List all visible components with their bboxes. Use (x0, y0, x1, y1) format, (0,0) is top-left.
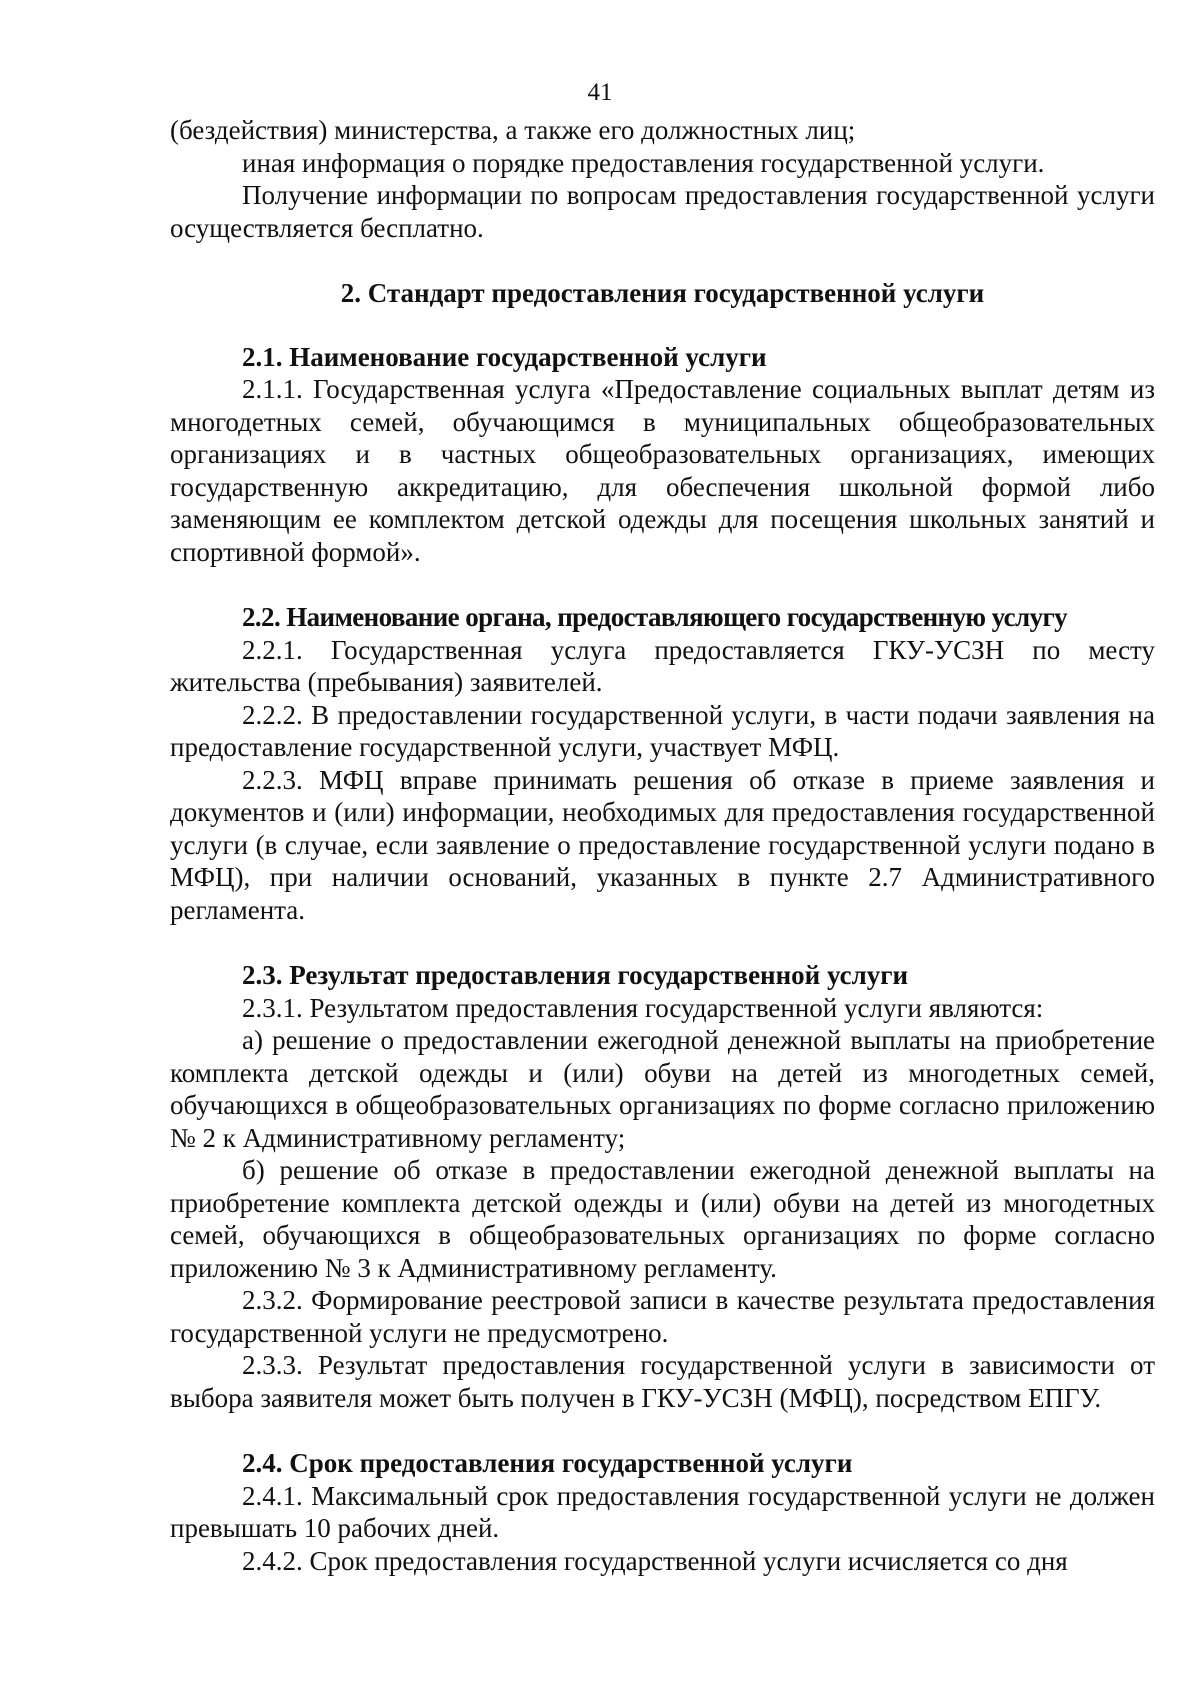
subsection-heading-2-2: 2.2. Наименование органа, предоставляющего государственную услугу (242, 602, 1068, 632)
paragraph-other-info: иная информация о порядке предоставления государственной услуги. (242, 147, 1045, 178)
paragraph-free-info: Получение информации по вопросам предоставления государственной услуги осуществляется бесплатно. (170, 180, 1155, 243)
subsection-heading-2-1: 2.1. Наименование государственной услуги (242, 341, 767, 372)
document-body (170, 114, 1155, 1577)
paragraph-2-2-3: 2.2.3. МФЦ вправе принимать решения об отказе в приеме заявления и документов и (или) информации, необходимых для предоставления государственной услуги (в случае, если заявление о предоставление государственной услуги подано в МФЦ), при наличии оснований, указанных в пункте 2.7 Административного регламента. (170, 764, 1155, 925)
paragraph-continuation: (бездействия) министерства, а также его должностных лиц; (170, 115, 856, 145)
paragraph-2-4-2: 2.4.2. Срок предоставления государственной услуги исчисляется со дня (242, 1545, 1068, 1576)
paragraph-2-3-3: 2.3.3. Результат предоставления государственной услуги в зависимости от выбора заявителя может быть получен в ГКУ-УСЗН (МФЦ), посредством ЕПГУ. (170, 1350, 1155, 1413)
paragraph-2-3-1-b: б) решение об отказе в предоставлении ежегодной денежной выплаты на приобретение комплекта детской одежды и (или) обуви на детей из многодетных семей, обучающихся в общеобразовательных организациях по форме согласно приложению № 3 к Административному регламенту. (170, 1155, 1155, 1283)
subsection-heading-2-4: 2.4. Срок предоставления государственной услуги (242, 1448, 853, 1478)
paragraph-2-1-1: 2.1.1. Государственная услуга «Предоставление социальных выплат детям из многодетных семей, обучающимся в муниципальных общеобразовательных организациях и в частных общеобразовательных организациях, имеющих государственную аккредитацию, для обеспечения школьной формой либо заменяющим ее комплектом детской одежды для посещения школьных занятий и спортивной формой». (170, 374, 1155, 567)
paragraph-2-3-1: 2.3.1. Результатом предоставления государственной услуги являются: (242, 992, 1044, 1023)
paragraph-2-3-1-a: а) решение о предоставлении ежегодной денежной выплаты на приобретение комплекта детской одежды и (или) обуви на детей из многодетных семей, обучающихся в общеобразовательных организациях по форме согласно приложению № 2 к Административному регламенту; (170, 1025, 1155, 1153)
section-heading-2: 2. Стандарт предоставления государственной услуги (340, 278, 985, 308)
paragraph-2-3-2: 2.3.2. Формирование реестровой записи в качестве результата предоставления государственной услуги не предусмотрено. (170, 1285, 1155, 1348)
paragraph-2-4-1: 2.4.1. Максимальный срок предоставления государственной услуги не должен превышать 10 рабочих дней. (170, 1480, 1155, 1543)
paragraph-2-2-2: 2.2.2. В предоставлении государственной услуги, в части подачи заявления на предоставление государственной услуги, участвует МФЦ. (170, 699, 1155, 762)
paragraph-2-2-1: 2.2.1. Государственная услуга предоставляется ГКУ-УСЗН по месту жительства (пребывания) заявителей. (170, 634, 1155, 697)
page-number: 41 (587, 79, 613, 106)
subsection-heading-2-3: 2.3. Результат предоставления государственной услуги (242, 960, 909, 990)
